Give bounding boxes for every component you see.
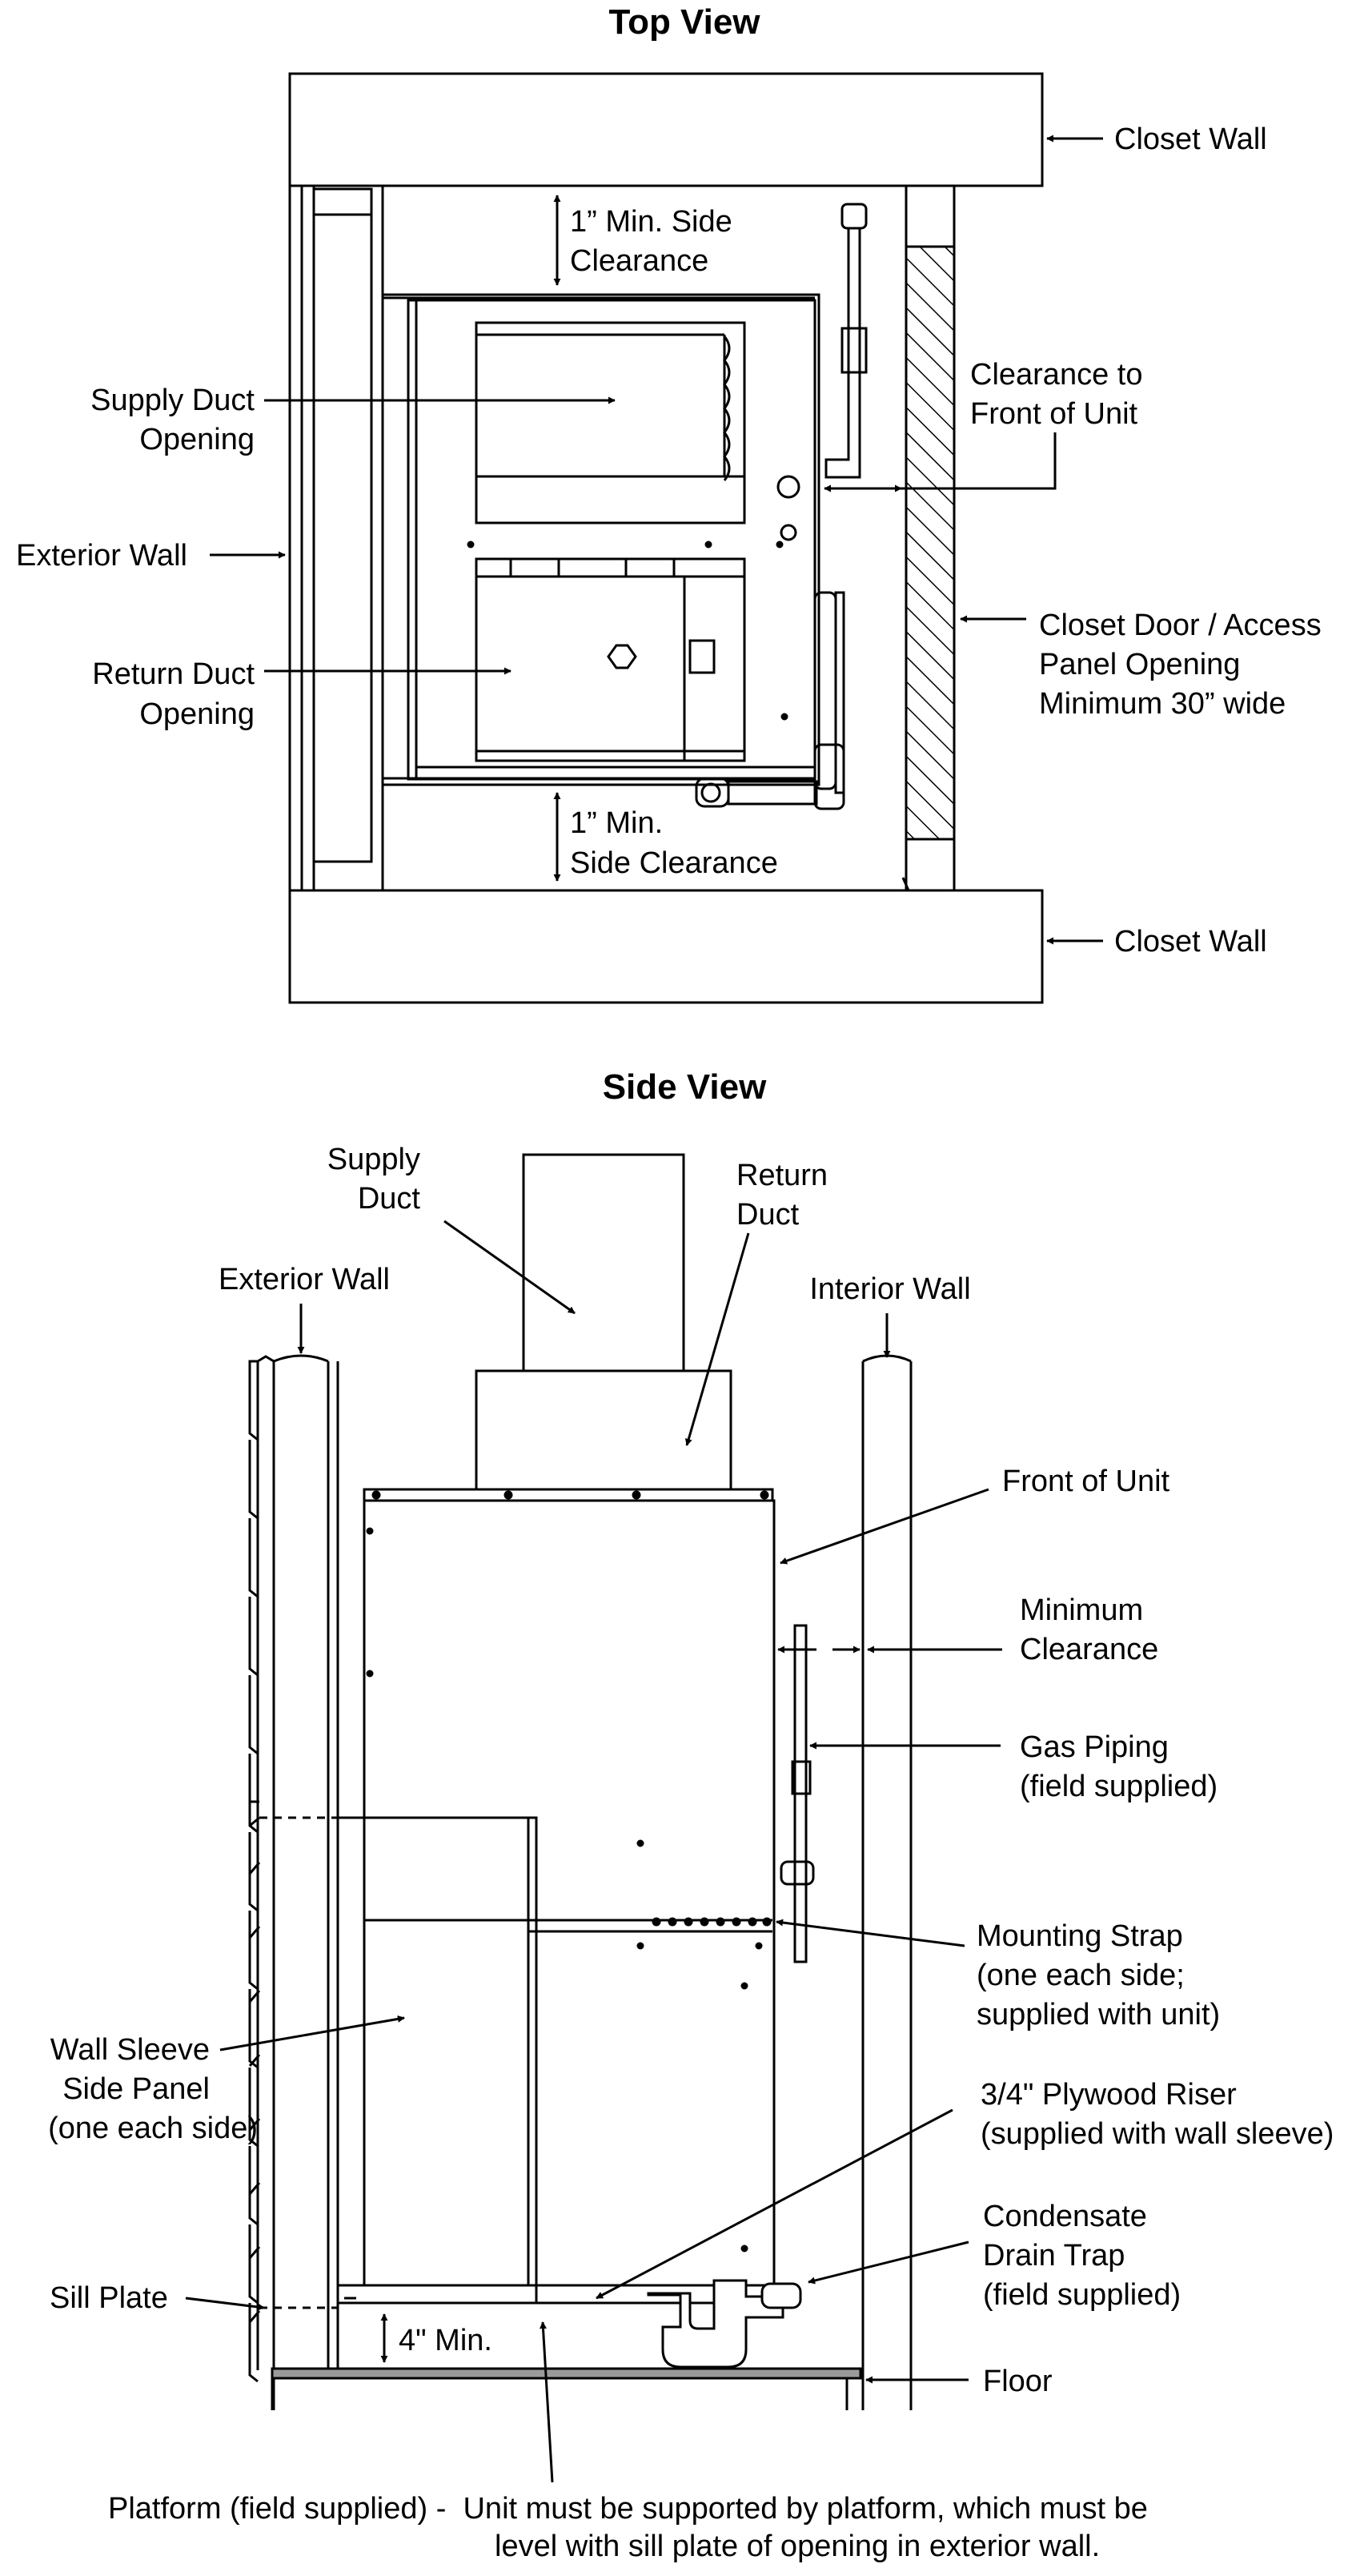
label-condensate-3: (field supplied) [983,2278,1181,2312]
label-plywood-2: (supplied with wall sleeve) [981,2117,1334,2151]
label-supply-duct-2: Duct [357,1182,420,1216]
label-closet-wall-bottom: Closet Wall [1114,925,1267,958]
label-closet-door-3: Minimum 30” wide [1039,687,1286,721]
label-floor: Floor [983,2365,1053,2398]
label-front-clearance-1: Clearance to [970,358,1143,392]
supply-duct-leader [444,1221,575,1313]
label-exterior-wall-side: Exterior Wall [219,1263,390,1296]
label-side-clearance-bottom-1: 1” Min. [570,806,664,840]
platform-leader [543,2322,552,2482]
label-return-duct-1: Return [736,1159,828,1192]
label-wall-sleeve-2: Side Panel [62,2072,210,2106]
top-view [16,2,1322,1003]
top-view-title: Top View [608,2,760,42]
label-supply-opening-2: Opening [139,423,255,456]
label-wall-sleeve-1: Wall Sleeve [50,2033,210,2067]
platform-shape [272,2378,847,2410]
label-closet-door-2: Panel Opening [1039,648,1241,681]
label-front-clearance-2: Front of Unit [970,397,1138,431]
closet-wall-top-shape [290,74,1042,186]
label-closet-door-1: Closet Door / Access [1039,609,1322,642]
unit-top-shape [383,204,866,809]
floor-shape [272,2369,861,2378]
label-return-opening-2: Opening [139,697,255,731]
label-plywood-1: 3/4" Plywood Riser [981,2078,1237,2112]
label-platform-1: Platform (field supplied) - Unit must be supported by platform, which must be [108,2492,1148,2526]
label-condensate-2: Drain Trap [983,2239,1125,2273]
return-duct-leader [687,1233,748,1445]
label-gas-piping-2: (field supplied) [1020,1770,1218,1803]
label-return-duct-2: Duct [736,1198,800,1232]
supply-duct-shape [524,1155,684,1371]
interior-wall-side-shape [863,1356,911,2410]
mounting-strap-leader [776,1922,965,1946]
return-duct-shape [476,1371,731,1489]
label-mounting-strap-2: (one each side; [977,1959,1185,1992]
label-condensate-1: Condensate [983,2200,1147,2233]
label-four-min: 4" Min. [399,2324,492,2357]
side-view-title: Side View [602,1067,767,1107]
label-mounting-strap-3: supplied with unit) [977,1998,1221,2031]
label-side-clearance-bottom-2: Side Clearance [570,846,778,880]
label-interior-wall: Interior Wall [809,1272,971,1306]
condensate-leader [808,2242,969,2282]
label-supply-duct-1: Supply [327,1143,420,1176]
label-min-clearance-2: Clearance [1020,1633,1159,1666]
closet-wall-bottom-shape [290,890,1042,1003]
front-of-unit-leader [780,1489,989,1563]
unit-side-shape [338,1489,813,2367]
label-side-clearance-top-1: 1” Min. Side [570,205,732,239]
exterior-wall-shape [290,186,383,890]
label-sill-plate: Sill Plate [50,2281,168,2315]
label-front-of-unit: Front of Unit [1002,1465,1170,1498]
exterior-wall-side-shape [250,1356,338,2410]
wall-sleeve-leader [220,2018,404,2050]
label-return-opening-1: Return Duct [92,657,255,691]
label-wall-sleeve-3: (one each side) [48,2112,258,2145]
label-gas-piping-1: Gas Piping [1020,1730,1169,1764]
closet-door-shape [906,186,954,890]
label-platform-2: level with sill plate of opening in exterior wall. [495,2530,1101,2563]
label-side-clearance-top-2: Clearance [570,244,709,278]
label-exterior-wall-top: Exterior Wall [16,539,187,573]
label-supply-opening-1: Supply Duct [90,384,255,417]
label-closet-wall-top: Closet Wall [1114,123,1267,156]
label-mounting-strap-1: Mounting Strap [977,1919,1183,1953]
label-min-clearance-1: Minimum [1020,1593,1144,1627]
side-view [48,1067,1334,2563]
